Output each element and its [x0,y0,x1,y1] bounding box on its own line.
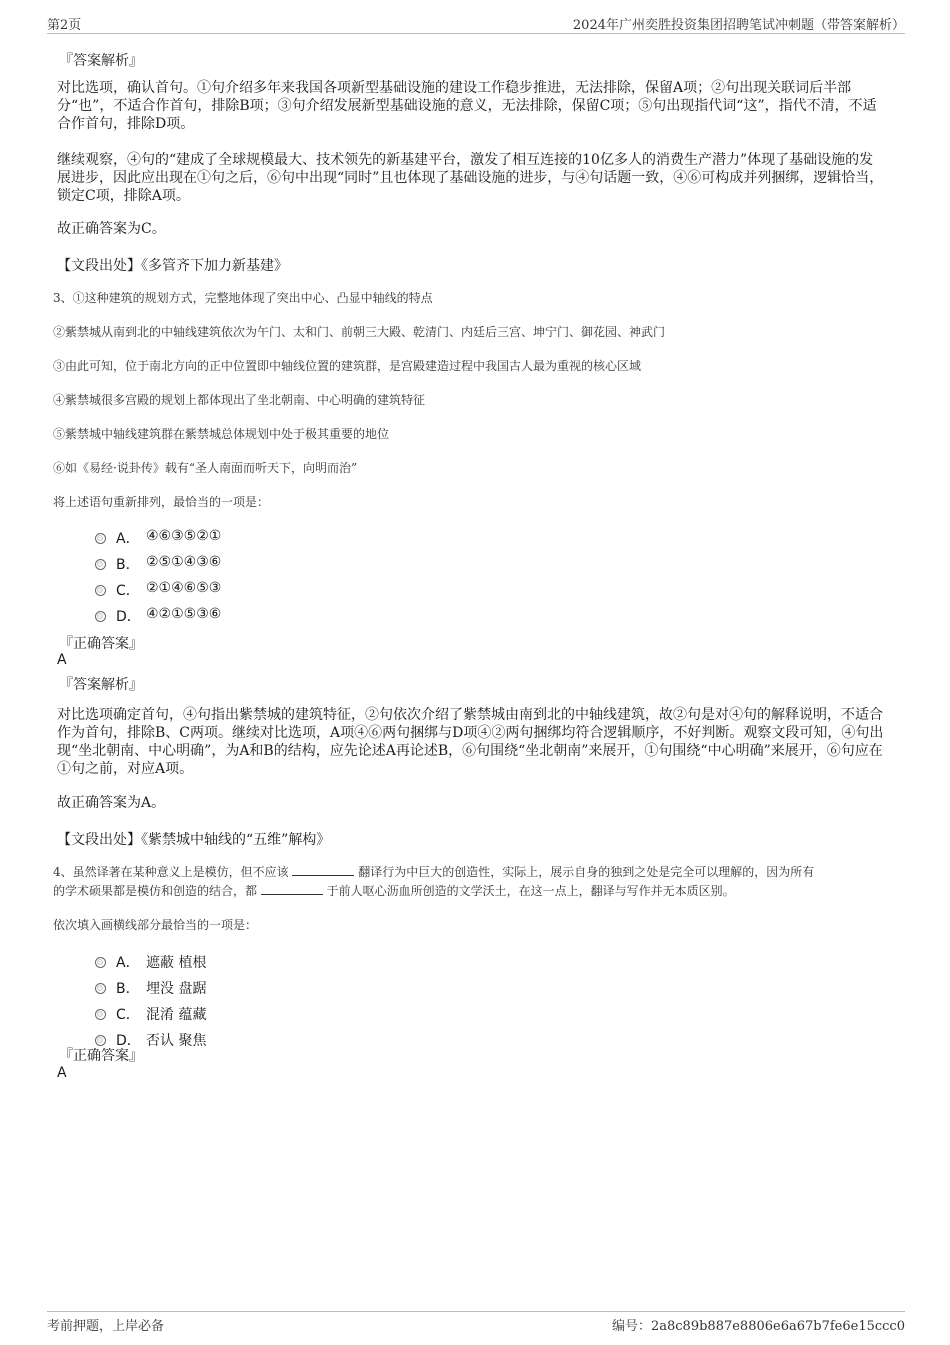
correct-answer-label: 『正确答案』 [59,1048,143,1064]
question-line: ⑥如《易经·说卦传》载有“圣人南面而听天下，向明而治” [53,461,358,475]
radio-button[interactable] [95,533,106,544]
question-line: 3、①这种建筑的规划方式，完整地体现了突出中心、凸显中轴线的特点 [53,291,433,305]
analysis-paragraph: 继续观察，④句的“建成了全球规模最大、技术领先的新基建平台，激发了相互连接的10亿多人的消费生产潜力”体现了基础设施的发展进步，因此应出现在①句之后，⑥句中出现“同时”且也体现了基础设施的进步，与④句话题一致，④⑥可构成并列捆绑，逻辑恰当，锁定C项，排除A项。 [57,152,884,204]
question-stem: 4、虽然译著在某种意义上是模仿，但不应该 翻译行为中巨大的创造性，实际上，展示自身的独到之处是完全可以理解的，因为所有 的学术硕果都是模仿和创造的结合，都 于前人呕心沥血所创造的文学沃土，在这一点上，翻译与写作并无本质区别。 [53,865,815,898]
correct-answer-label: 『正确答案』 [59,636,143,652]
answer-analysis-label: 『答案解析』 [59,53,143,69]
analysis-paragraph: 对比选项确定首句，④句指出紫禁城的建筑特征，②句依次介绍了紫禁城由南到北的中轴线建筑，故②句是对④句的解释说明，不适合作为首句，排除B、C两项。继续对比选项，A项④⑥两句捆绑与D项④②两句捆绑均符合逻辑顺序，不好判断。观察文段可知，④句出现“坐北朝南、中心明确”，为A和B的结构，应先论述A再论述B，⑥句围绕“坐北朝南”来展开，①句围绕“中心明确”来展开，⑥句应在①句之前，对应A项。 [57,707,884,777]
source-citation: 【文段出处】《多管齐下加力新基建》 [57,258,288,274]
footer-slogan: 考前押题，上岸必备 [47,1319,165,1334]
question-prompt: 将上述语句重新排列，最恰当的一项是： [53,495,270,509]
conclusion: 故正确答案为A。 [57,795,166,811]
question-line: ⑤紫禁城中轴线建筑群在紫禁城总体规划中处于极其重要的地位 [53,427,390,441]
radio-button[interactable] [95,585,106,596]
radio-button[interactable] [95,1009,106,1020]
radio-button[interactable] [95,611,106,622]
page-footer [47,1311,905,1332]
fill-blank [261,882,323,895]
radio-button[interactable] [95,957,106,968]
analysis-paragraph: 对比选项，确认首句。①句介绍多年来我国各项新型基础设施的建设工作稳步推进，无法排除，保留A项；②句出现关联词后半部分“也”，不适合作首句，排除B项；③句介绍发展新型基础设施的意义，无法排除，保留C项；⑤句出现指代词“这”，指代不清，不适合作首句，排除D项。 [57,80,877,132]
page-header [47,14,905,34]
question-line: ②紫禁城从南到北的中轴线建筑依次为午门、太和门、前朝三大殿、乾清门、内廷后三宫、坤宁门、御花园、神武门 [53,325,666,339]
source-citation: 【文段出处】《紫禁城中轴线的“五维”解构》 [57,832,331,848]
document-id: 编号：2a8c89b887e8806e6a67b7fe6e15ccc0 [611,1319,905,1334]
radio-button[interactable] [95,983,106,994]
question-prompt: 依次填入画横线部分最恰当的一项是： [53,918,258,932]
question-line: ④紫禁城很多宫殿的规划上都体现出了坐北朝南、中心明确的建筑特征 [53,393,426,407]
fill-blank [292,863,354,876]
page-number: 第2页 [47,18,82,33]
radio-button[interactable] [95,559,106,570]
document-title: 2024年广州奕胜投资集团招聘笔试冲刺题（带答案解析） [572,18,905,33]
conclusion: 故正确答案为C。 [57,221,166,237]
question-line: ③由此可知，位于南北方向的正中位置即中轴线位置的建筑群，是宫殿建造过程中我国古人最为重视的核心区域 [53,359,642,373]
correct-answer: A [57,652,67,668]
answer-analysis-label: 『答案解析』 [59,677,143,693]
correct-answer: A [57,1065,67,1081]
